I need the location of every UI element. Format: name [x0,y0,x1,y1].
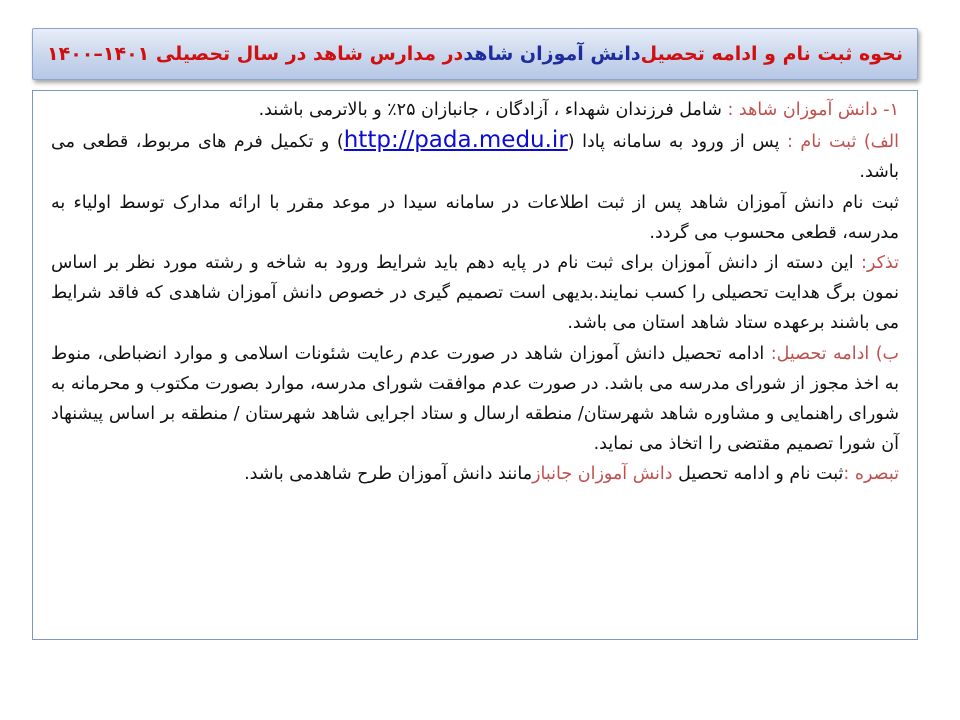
paragraph-students-definition [51,95,899,125]
title-part-1: نحوه ثبت نام و ادامه تحصیل [640,43,903,65]
paragraph-sida-registration [51,188,899,248]
text-continuing-education: ادامه تحصیل دانش آموزان شاهد در صورت عدم رعایت شئونات اسلامی و موارد انضباطی، منوط به اخذ مجوز از شورای مدرسه می باشد. در صورت عدم موافقت شورای مدرسه، موارد بصورت مکتوب و محرمانه به شورای راهنمایی و مشاوره شاهد شهرستان/ منطقه ارسال و ستاد اجرایی شاهد شهرستان / منطقه بر اساس پیشنهاد آن شورا تصمیم مقتضی را اتخاذ می نماید. [51,343,899,455]
paragraph-note [51,248,899,339]
label-continuing-education: ب) ادامه تحصیل: [770,343,899,364]
text-remark-after: مانند دانش آموزان طرح شاهدمی باشد. [244,464,533,485]
text-remark-highlight: دانش آموزان جانباز [532,464,673,485]
content-box [32,90,918,640]
label-remark: تبصره : [843,464,899,485]
text-sida-registration: ثبت نام دانش آموزان شاهد پس از ثبت اطلاعات در سامانه سیدا در موعد مقرر با ارائه مدارک توسط اولیاء به مدرسه، قطعی محسوب می گردد. [51,192,899,243]
label-note: تذکر: [861,253,899,274]
paragraph-registration [51,125,899,187]
title-part-2: دانش آموزان شاهد [463,43,641,65]
pada-link[interactable]: http://pada.medu.ir [343,127,568,154]
text-shahed-students: شامل فرزندان شهداء ، آزادگان ، جانبازان ۲۵٪ و بالاترمی باشند. [258,100,728,120]
label-shahed-students: ۱- دانش آموزان شاهد : [727,100,899,120]
page-title [32,28,918,80]
text-note: این دسته از دانش آموزان برای ثبت نام در پایه دهم باید شرایط ورود به شاخه و رشته مورد نظر بر اساس نمون برگ هدایت تحصیلی را کسب نمایند.بدیهی است تصمیم گیری در خصوص دانش آموزان شاهدی که فاقد شرایط می باشند برعهده ستاد شاهد استان می باشد. [51,253,899,334]
paragraph-continuing-education [51,339,899,460]
text-remark-before: ثبت نام و ادامه تحصیل [672,464,844,485]
title-part-3: در مدارس شاهد در سال تحصیلی ۱۴۰۱–۱۴۰۰ [47,43,464,65]
text-registration-after: ) و تکمیل فرم های مربوط، قطعی می باشد. [51,132,899,183]
label-registration: الف) ثبت نام : [787,132,899,153]
text-registration-before: پس از ورود به سامانه پادا ( [567,132,787,153]
paragraph-remark [51,459,899,489]
